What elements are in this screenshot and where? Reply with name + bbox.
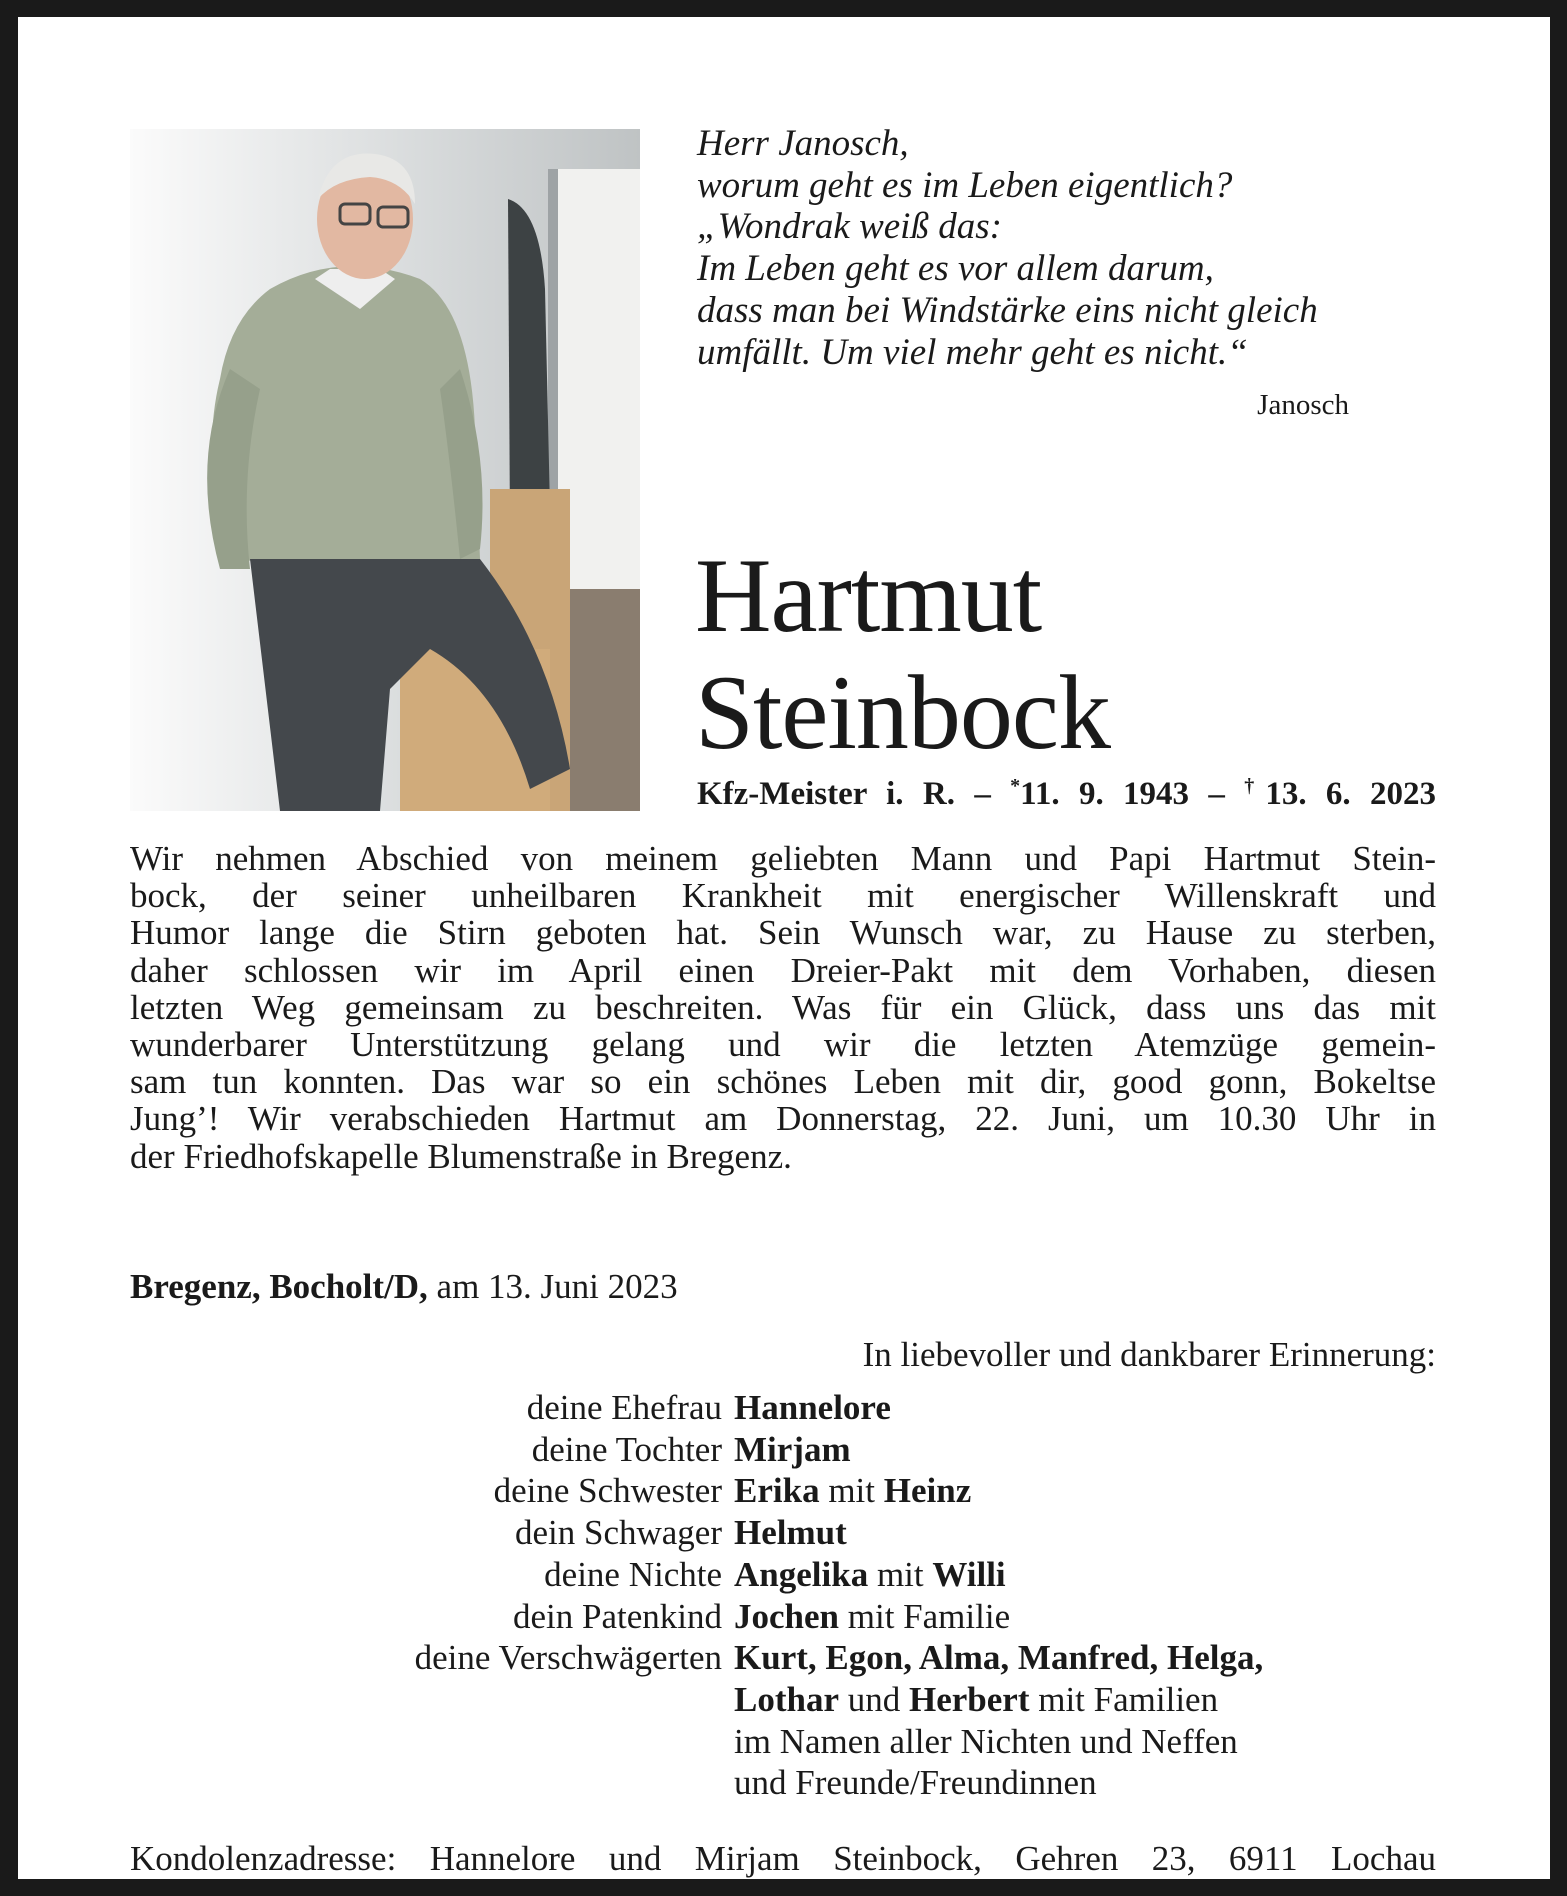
body-line: daher schlossen wir im April einen Dreier-Pakt mit dem Vorhaben, diesen	[130, 950, 1436, 990]
relative-names	[734, 1429, 851, 1471]
body-line: letzten Weg gemeinsam zu beschreiten. Was für ein Glück, dass uns das mit	[130, 987, 1436, 1027]
relation-label: deine Schwester	[493, 1471, 722, 1511]
relative-name: Herbert	[909, 1679, 1030, 1719]
family-list	[130, 1387, 1263, 1804]
relative-names	[734, 1637, 1263, 1679]
body-line: Wir nehmen Abschied von meinem geliebten Mann und Papi Hartmut Stein-	[130, 839, 1436, 878]
deceased-name	[695, 537, 1110, 771]
relative-names	[734, 1554, 1006, 1596]
body-line: Humor lange die Stirn geboten hat. Sein Wunsch war, zu Hause zu sterben,	[130, 913, 1436, 953]
quote-line: Im Leben geht es vor allem darum,	[697, 248, 1214, 290]
death-date: 13. 6. 2023	[1265, 776, 1437, 812]
family-row	[130, 1554, 1263, 1596]
relation-label: dein Patenkind	[513, 1596, 722, 1636]
family-row	[130, 1387, 1263, 1429]
relative-names	[734, 1679, 1218, 1721]
body-line: bock, der seiner unheilbaren Krankheit mit energischer Willenskraft und	[130, 876, 1436, 916]
family-row	[130, 1470, 1263, 1512]
place-and-date	[130, 1267, 678, 1307]
relation-label	[130, 1762, 734, 1804]
condolence-address: Kondolenzadresse: Hannelore und Mirjam Steinbock, Gehren 23, 6911 Lochau	[130, 1839, 1436, 1878]
connector-text: mit Familie	[839, 1596, 1011, 1636]
quote-line: „Wondrak weiß das:	[697, 206, 1002, 248]
memory-heading: In liebevoller und dankbarer Erinnerung:	[862, 1335, 1436, 1374]
relative-name: Angelika	[734, 1554, 869, 1594]
relative-name: Erika	[734, 1471, 820, 1511]
title-and-dates	[697, 775, 1436, 813]
relative-names	[734, 1512, 847, 1554]
date: am 13. Juni 2023	[427, 1267, 678, 1306]
family-row	[130, 1637, 1263, 1679]
family-row	[130, 1596, 1263, 1638]
body-line: wunderbarer Unterstützung gelang und wir die letzten Atemzüge gemein-	[130, 1025, 1436, 1065]
quote-line: worum geht es im Leben eigentlich?	[697, 164, 1233, 206]
relation-label: deine Tochter	[531, 1429, 722, 1469]
relation-label: deine Nichte	[544, 1554, 722, 1594]
relative-names	[734, 1762, 1097, 1804]
connector-text: mit Familien	[1029, 1679, 1219, 1719]
relative-names	[734, 1387, 891, 1429]
relative-name: Lothar	[734, 1679, 839, 1719]
relative-name: Kurt, Egon, Alma, Manfred, Helga,	[734, 1638, 1264, 1678]
relation-label: deine Ehefrau	[526, 1388, 722, 1427]
birth-date: 11. 9. 1943 –	[1020, 776, 1225, 812]
relative-names	[734, 1470, 971, 1512]
obituary-page	[18, 17, 1550, 1879]
relative-name: Jochen	[734, 1596, 839, 1636]
death-symbol: †	[1244, 775, 1266, 797]
connector-text: mit	[868, 1554, 933, 1594]
relative-name: Mirjam	[734, 1429, 851, 1469]
family-row	[130, 1721, 1263, 1763]
last-name: Steinbock	[695, 654, 1110, 771]
relative-name: Helmut	[734, 1513, 847, 1553]
family-row	[130, 1762, 1263, 1804]
relative-name: Heinz	[883, 1471, 972, 1511]
relation-label	[130, 1679, 734, 1721]
quote-line: umfällt. Um viel mehr geht es nicht.“	[697, 331, 1248, 373]
connector-text: im Namen aller Nichten und Neffen	[734, 1721, 1238, 1761]
body-line: der Friedhofskapelle Blumenstraße in Bregenz.	[130, 1136, 792, 1176]
relation-label: dein Schwager	[514, 1513, 722, 1553]
body-line: Jung’! Wir verabschieden Hartmut am Donnerstag, 22. Juni, um 10.30 Uhr in	[130, 1099, 1436, 1139]
relation-label	[130, 1721, 734, 1763]
family-row	[130, 1679, 1263, 1721]
family-row	[130, 1512, 1263, 1554]
connector-text: und	[839, 1679, 909, 1719]
body-line: sam tun konnten. Das war so ein schönes Leben mit dir, good gonn, Bokeltse	[130, 1062, 1436, 1102]
relative-name: Willi	[932, 1554, 1006, 1594]
connector-text: mit	[819, 1471, 884, 1511]
quote-block	[697, 123, 1318, 373]
relative-names	[734, 1721, 1238, 1763]
portrait-photo	[130, 129, 640, 811]
connector-text: und Freunde/Freundinnen	[734, 1763, 1097, 1803]
quote-line: dass man bei Windstärke eins nicht gleich	[697, 289, 1318, 331]
relation-label: deine Verschwägerten	[414, 1638, 722, 1678]
quote-author: Janosch	[1257, 389, 1349, 421]
relative-name: Hannelore	[734, 1388, 891, 1427]
relative-names	[734, 1596, 1010, 1638]
birth-symbol: *	[1010, 775, 1021, 797]
place-names: Bregenz, Bocholt/D,	[130, 1267, 428, 1306]
profession: Kfz-Meister i. R. –	[697, 776, 991, 812]
first-name: Hartmut	[695, 537, 1042, 654]
quote-line: Herr Janosch,	[697, 123, 909, 164]
obituary-text	[130, 840, 1436, 1175]
family-row	[130, 1429, 1263, 1471]
